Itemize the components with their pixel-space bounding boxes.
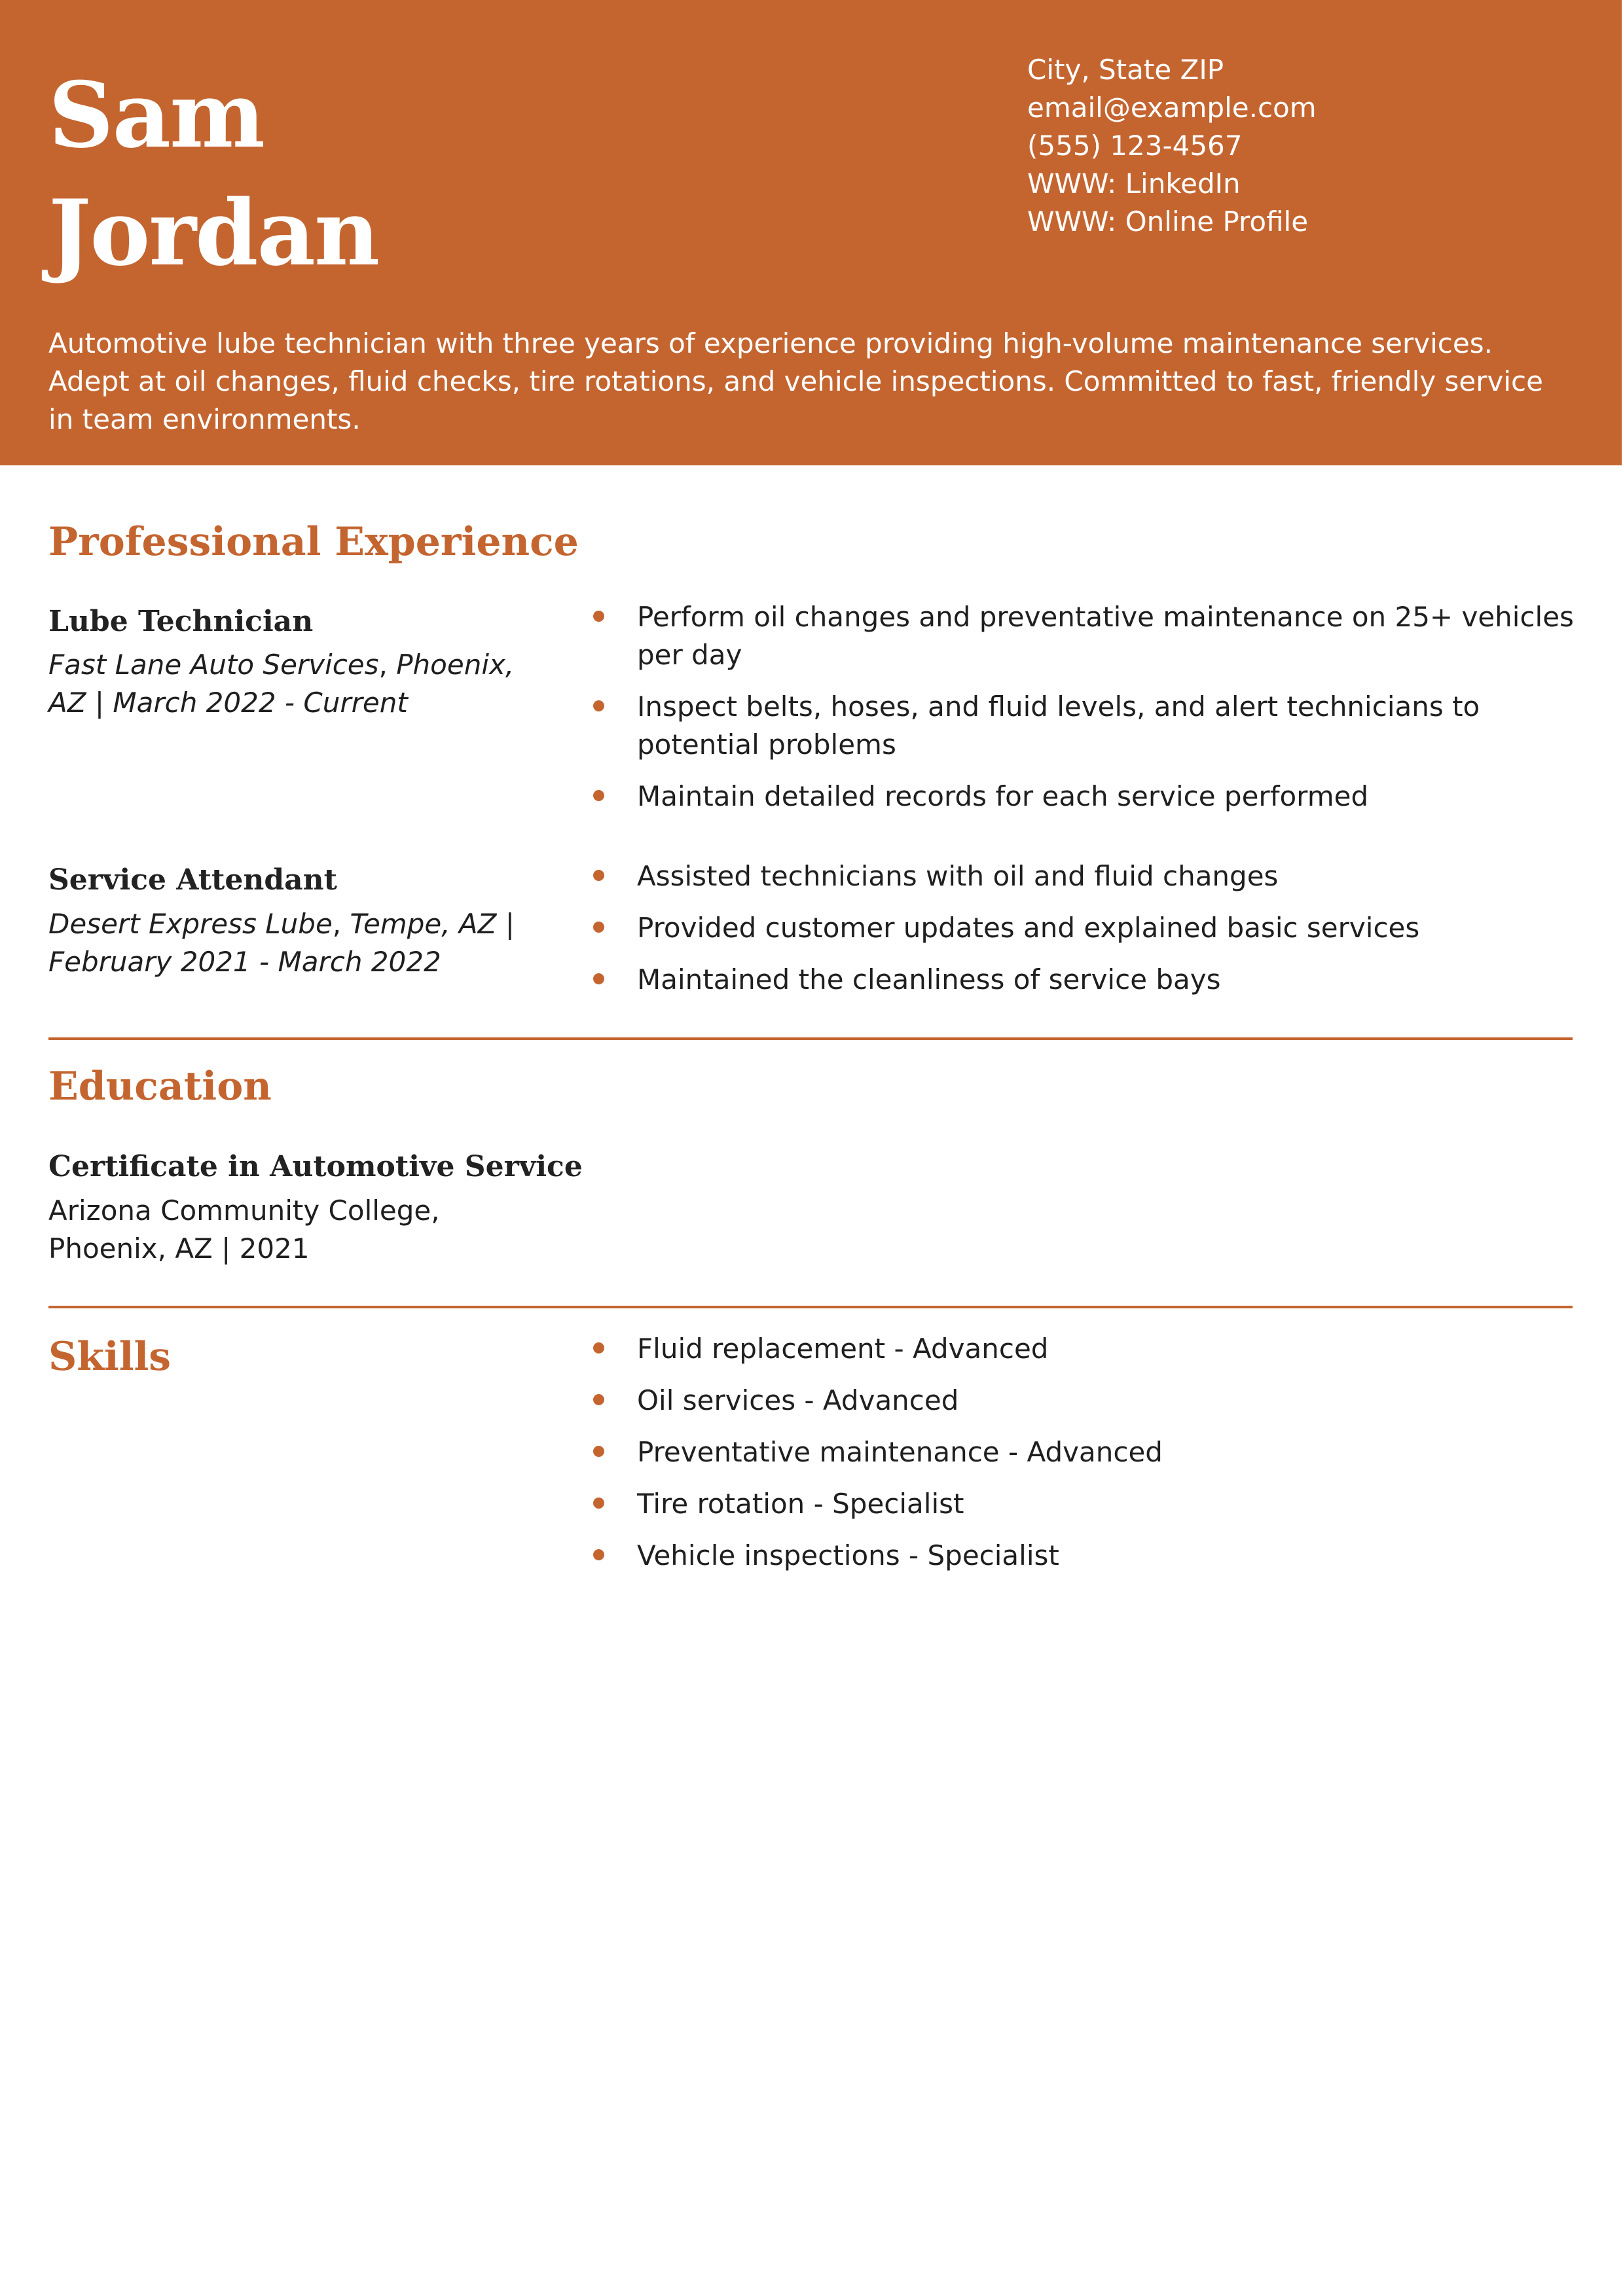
list-item bbox=[589, 961, 1578, 999]
section-title-skills: Skills bbox=[48, 1334, 172, 1380]
skill-text: Tire rotation - Specialist bbox=[637, 1488, 964, 1520]
bullet-icon bbox=[593, 922, 604, 933]
last-name: Jordan bbox=[48, 179, 379, 286]
skill-text: Vehicle inspections - Specialist bbox=[637, 1539, 1059, 1571]
first-name: Sam bbox=[48, 62, 264, 168]
job-company: Fast Lane Auto Services bbox=[48, 649, 379, 681]
job-meta bbox=[48, 905, 546, 981]
bullet-text: Maintain detailed records for each service performed bbox=[637, 780, 1369, 812]
bullet-text: Perform oil changes and preventative maintenance on 25+ vehicles per day bbox=[637, 601, 1574, 671]
list-item bbox=[589, 1382, 1578, 1420]
section-divider bbox=[48, 1037, 1573, 1040]
section-divider bbox=[48, 1306, 1573, 1308]
bullet-icon bbox=[593, 700, 604, 711]
job-dates: February 2021 - March 2022 bbox=[48, 946, 441, 978]
contact-phone[interactable]: (555) 123-4567 bbox=[1027, 130, 1243, 162]
list-item bbox=[589, 1330, 1578, 1368]
education-school: Arizona Community College, bbox=[48, 1194, 440, 1227]
job-company: Desert Express Lube bbox=[48, 908, 333, 940]
education-location-year: Phoenix, AZ | 2021 bbox=[48, 1232, 310, 1265]
list-item bbox=[589, 778, 1578, 816]
section-title-experience: Professional Experience bbox=[48, 519, 579, 565]
bullet-text: Inspect belts, hoses, and fluid levels, and alert technicians to potential problems bbox=[637, 691, 1480, 761]
bullet-icon bbox=[593, 1446, 604, 1457]
bullet-icon bbox=[593, 790, 604, 801]
skill-text: Preventative maintenance - Advanced bbox=[637, 1436, 1163, 1468]
bullet-icon bbox=[593, 870, 604, 881]
list-item bbox=[589, 1485, 1578, 1523]
job-dates: March 2022 - Current bbox=[113, 687, 408, 719]
job-location: Tempe, AZ bbox=[350, 908, 497, 940]
job-title: Lube Technician bbox=[48, 605, 314, 638]
job-meta-separator: , bbox=[332, 908, 350, 940]
list-item bbox=[589, 1537, 1578, 1575]
bullet-icon bbox=[593, 1498, 604, 1509]
job-meta-separator: | bbox=[86, 687, 113, 719]
list-item bbox=[589, 909, 1578, 947]
list-item bbox=[589, 688, 1578, 764]
job-meta-separator: | bbox=[496, 908, 515, 940]
bullet-icon bbox=[593, 611, 604, 622]
professional-summary: Automotive lube technician with three years of experience providing high-volume maintenance services. Adept at oil changes, fluid checks, tire rotations, and vehicle inspections. Committed to fast, friendly service in team environments. bbox=[48, 327, 1543, 435]
bullet-text: Maintained the cleanliness of service bays bbox=[637, 963, 1221, 996]
job-location: Phoenix, AZ bbox=[48, 649, 515, 719]
list-item bbox=[589, 1433, 1578, 1471]
skills-list bbox=[589, 1330, 1578, 1588]
job-bullets bbox=[589, 857, 1578, 1013]
contact-email[interactable]: email@example.com bbox=[1027, 92, 1317, 124]
skill-text: Oil services - Advanced bbox=[637, 1384, 959, 1416]
contact-info bbox=[1027, 51, 1317, 241]
bullet-icon bbox=[593, 1549, 604, 1560]
list-item bbox=[589, 857, 1578, 895]
contact-address: City, State ZIP bbox=[1027, 54, 1224, 86]
skill-text: Fluid replacement - Advanced bbox=[637, 1333, 1049, 1365]
job-meta bbox=[48, 646, 546, 722]
section-title-education: Education bbox=[48, 1064, 272, 1109]
job-title: Service Attendant bbox=[48, 863, 337, 897]
list-item bbox=[589, 598, 1578, 674]
header-band bbox=[0, 0, 1622, 465]
bullet-icon bbox=[593, 1342, 604, 1354]
contact-linkedin[interactable]: WWW: LinkedIn bbox=[1027, 168, 1241, 200]
bullet-icon bbox=[593, 973, 604, 984]
job-meta-separator: , bbox=[378, 649, 397, 681]
bullet-text: Assisted technicians with oil and fluid changes bbox=[637, 860, 1279, 892]
education-degree: Certificate in Automotive Service bbox=[48, 1150, 583, 1183]
bullet-icon bbox=[593, 1394, 604, 1405]
job-bullets bbox=[589, 598, 1578, 829]
contact-profile[interactable]: WWW: Online Profile bbox=[1027, 206, 1309, 238]
bullet-text: Provided customer updates and explained basic services bbox=[637, 912, 1420, 944]
